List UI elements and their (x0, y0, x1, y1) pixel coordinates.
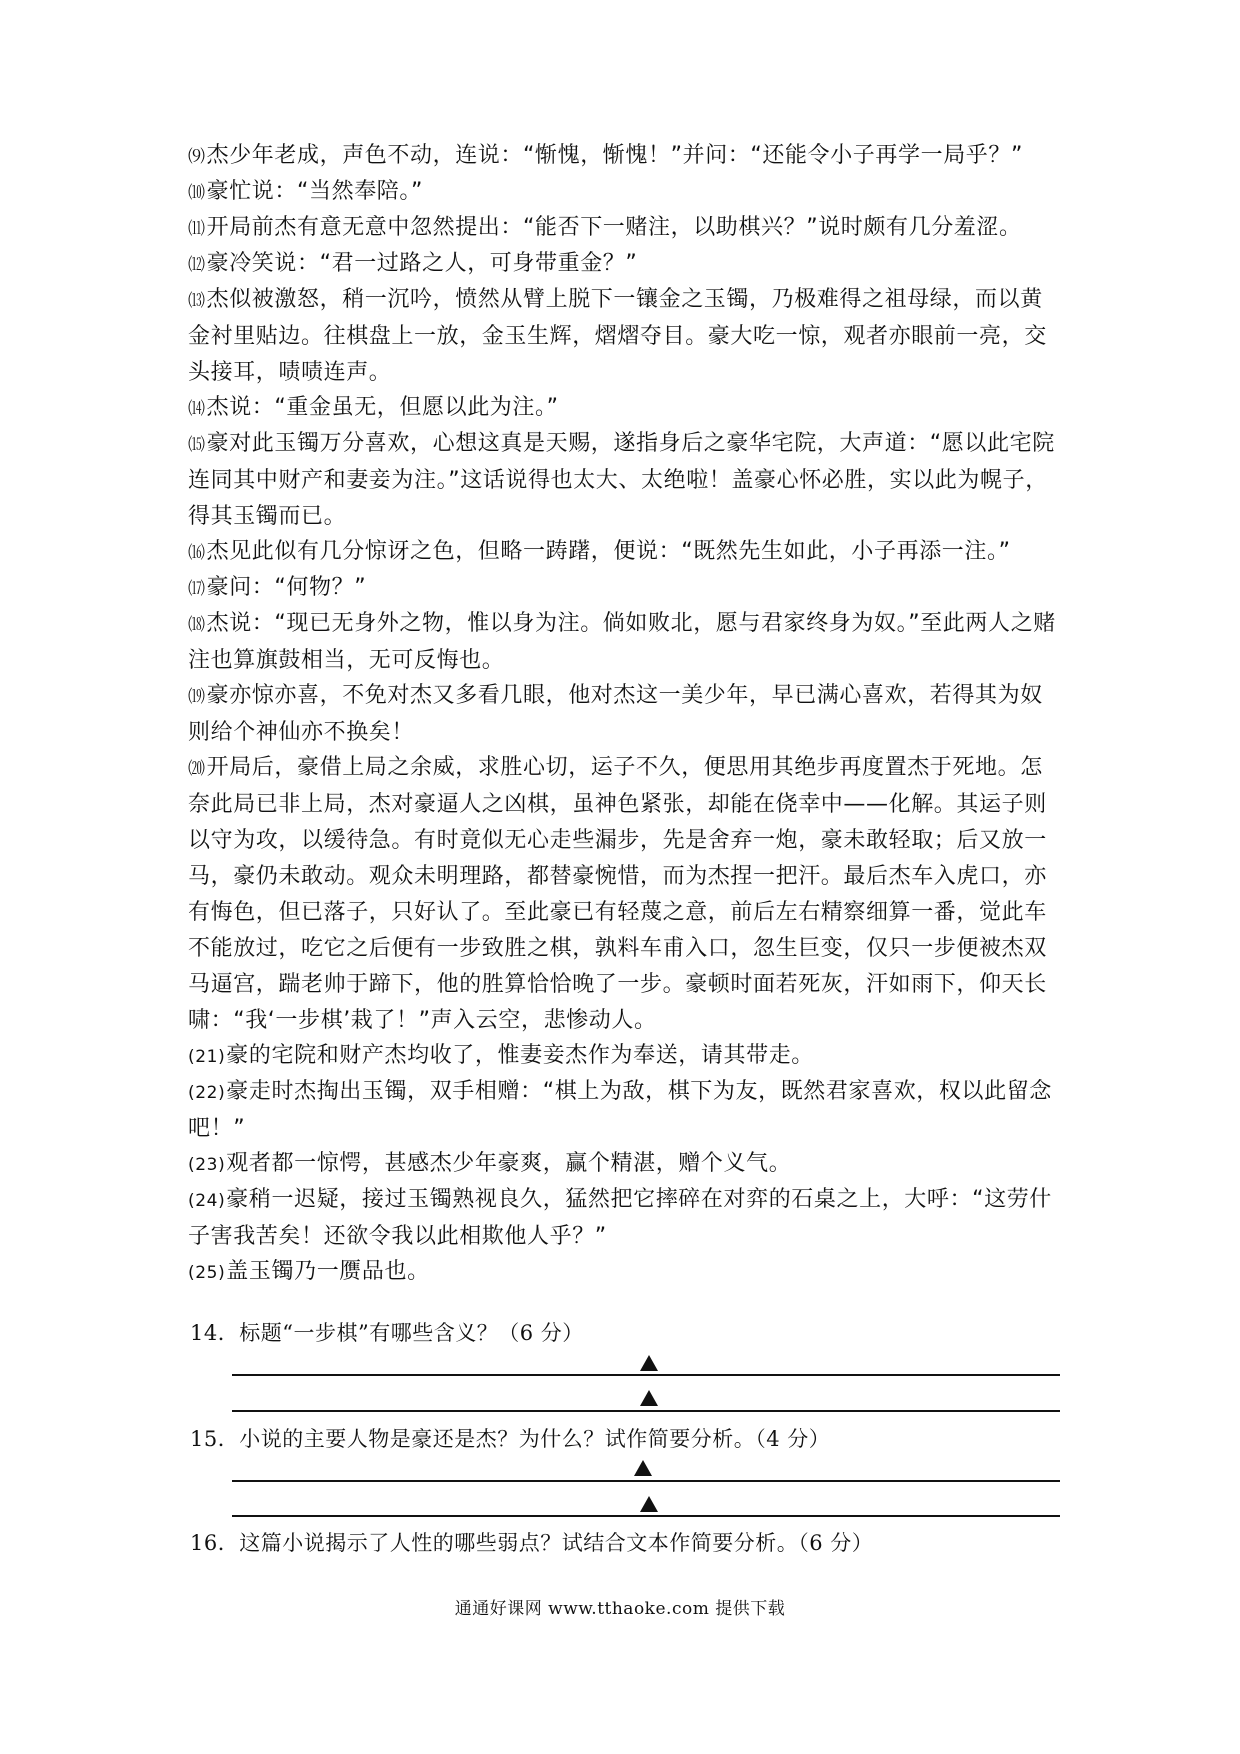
paragraph-text: 杰少年老成，声色不动，连说：“惭愧，惭愧！”并问：“还能令小子再学一局乎？” (206, 143, 1024, 168)
paragraph-11 (188, 210, 1060, 247)
paragraph-text: 开局后，豪借上局之余威，求胜心切，运子不久，便思用其绝步再度置杰于死地。怎奈此局已非上局，杰对豪逼人之凶棋，虽神色紧张，却能在侥幸中——化解。其运子则以守为攻，以缓待急。有时竟似无心走些漏步，先是舍弃一炮，豪未敢轻取；后又放一马，豪仍未敢动。观众未明理路，都替豪惋惜，而为杰捏一把汗。最后杰车入虎口，亦有悔色，但已落子，只好认了。至此豪已有轻蔑之意，前后左右精察细算一番，觉此车不能放过，吃它之后便有一步致胜之棋，孰料车甫入口，忽生巨变，仅只一步便被杰双马逼宫，踹老帅于蹄下，他的胜算恰恰晚了一步。豪顿时面若死灰，汗如雨下，仰天长啸：“我‘一步棋’栽了！”声入云空，悲惨动人。 (188, 755, 1047, 1033)
paragraph-19 (188, 678, 1060, 751)
paragraph-text: 豪走时杰掏出玉镯，双手相赠：“棋上为敌，棋下为友，既然君家喜欢，权以此留念吧！” (188, 1079, 1052, 1141)
paragraph-12 (188, 246, 1060, 283)
paragraph-text: 豪忙说：“当然奉陪。” (206, 179, 424, 204)
paragraph-number: (22) (188, 1083, 226, 1103)
answer-line (232, 1410, 1060, 1412)
paragraph-14 (188, 390, 1060, 427)
paragraph-text: 开局前杰有意无意中忽然提出：“能否下一赌注，以助棋兴？”说时颇有几分羞涩。 (206, 215, 1022, 240)
answer-line (232, 1515, 1060, 1517)
paragraph-text: 豪亦惊亦喜，不免对杰又多看几眼，他对杰这一美少年，早已满心喜欢，若得其为奴则给个神仙亦不换矣！ (188, 683, 1043, 745)
paragraph-number: ⑾ (188, 219, 206, 239)
paragraph-text: 盖玉镯乃一赝品也。 (226, 1259, 430, 1284)
paragraph-number: ⒀ (188, 291, 206, 311)
paragraph-15 (188, 426, 1060, 535)
paragraph-number: (24) (188, 1191, 226, 1211)
paragraph-18 (188, 606, 1060, 679)
answer-marker-icon (640, 1496, 658, 1512)
paragraph-number: ⒂ (188, 435, 206, 455)
paragraph-24 (188, 1182, 1060, 1255)
paragraph-number: ⒅ (188, 615, 206, 635)
paragraph-number: ⑿ (188, 255, 206, 275)
paragraph-text: 豪的宅院和财产杰均收了，惟妻妾杰作为奉送，请其带走。 (226, 1043, 814, 1068)
paragraph-number: ⒁ (188, 399, 206, 419)
paragraph-21 (188, 1038, 1060, 1075)
paragraph-text: 豪稍一迟疑，接过玉镯熟视良久，猛然把它摔碎在对弈的石桌之上，大呼：“这劳什子害我苦矣！还欲令我以此相欺他人乎？” (188, 1187, 1052, 1249)
paragraph-25 (188, 1254, 1060, 1291)
paragraph-17 (188, 570, 1060, 607)
paragraph-10 (188, 174, 1060, 211)
page-footer: 通通好课网 www.tthaoke.com 提供下载 (454, 1599, 786, 1619)
paragraph-text: 观者都一惊愕，甚感杰少年豪爽，赢个精湛，赠个义气。 (226, 1151, 792, 1176)
paragraph-text: 杰见此似有几分惊讶之色，但略一踌躇，便说：“既然先生如此，小子再添一注。” (206, 539, 1011, 564)
answer-line (232, 1480, 1060, 1482)
paragraph-9 (188, 138, 1060, 175)
paragraph-number: ⑼ (188, 147, 206, 167)
question-15: 15．小说的主要人物是豪还是杰？为什么？试作简要分析。（4 分） (190, 1427, 831, 1451)
paragraph-number: ⒇ (188, 759, 206, 779)
paragraph-22 (188, 1074, 1060, 1147)
paragraph-number: (21) (188, 1047, 226, 1067)
paragraph-16 (188, 534, 1060, 571)
paragraph-text: 杰说：“现已无身外之物，惟以身为注。倘如败北，愿与君家终身为奴。”至此两人之赌注也算旗鼓相当，无可反悔也。 (188, 611, 1056, 673)
paragraph-23 (188, 1146, 1060, 1183)
answer-marker-icon (640, 1355, 658, 1371)
paragraph-text: 杰似被激怒，稍一沉吟，愤然从臂上脱下一镶金之玉镯，乃极难得之祖母绿，而以黄金衬里贴边。往棋盘上一放，金玉生辉，熠熠夺目。豪大吃一惊，观者亦眼前一亮，交头接耳，啧啧连声。 (188, 287, 1047, 385)
paragraph-13 (188, 282, 1060, 391)
paragraph-text: 豪冷笑说：“君一过路之人，可身带重金？” (206, 251, 638, 276)
paragraph-number: ⒄ (188, 579, 206, 599)
paragraph-number: ⑽ (188, 183, 206, 203)
question-16: 16．这篇小说揭示了人性的哪些弱点？试结合文本作简要分析。（6 分） (190, 1531, 874, 1555)
answer-marker-icon (634, 1460, 652, 1476)
paragraph-20 (188, 750, 1060, 1039)
paragraph-text: 豪对此玉镯万分喜欢，心想这真是天赐，遂指身后之豪华宅院，大声道：“愿以此宅院连同其中财产和妻妾为注。”这话说得也太大、太绝啦！盖豪心怀必胜，实以此为幌子，得其玉镯而已。 (188, 431, 1055, 529)
answer-marker-icon (640, 1390, 658, 1406)
paragraph-number: ⒃ (188, 543, 206, 563)
paragraph-number: (23) (188, 1155, 226, 1175)
paragraph-number: ⒆ (188, 687, 206, 707)
paragraph-number: (25) (188, 1263, 226, 1283)
answer-line (232, 1374, 1060, 1376)
paragraph-text: 豪问：“何物？” (206, 575, 367, 600)
paragraph-text: 杰说：“重金虽无，但愿以此为注。” (206, 395, 559, 420)
question-14: 14．标题“一步棋”有哪些含义？（6 分） (190, 1321, 584, 1345)
